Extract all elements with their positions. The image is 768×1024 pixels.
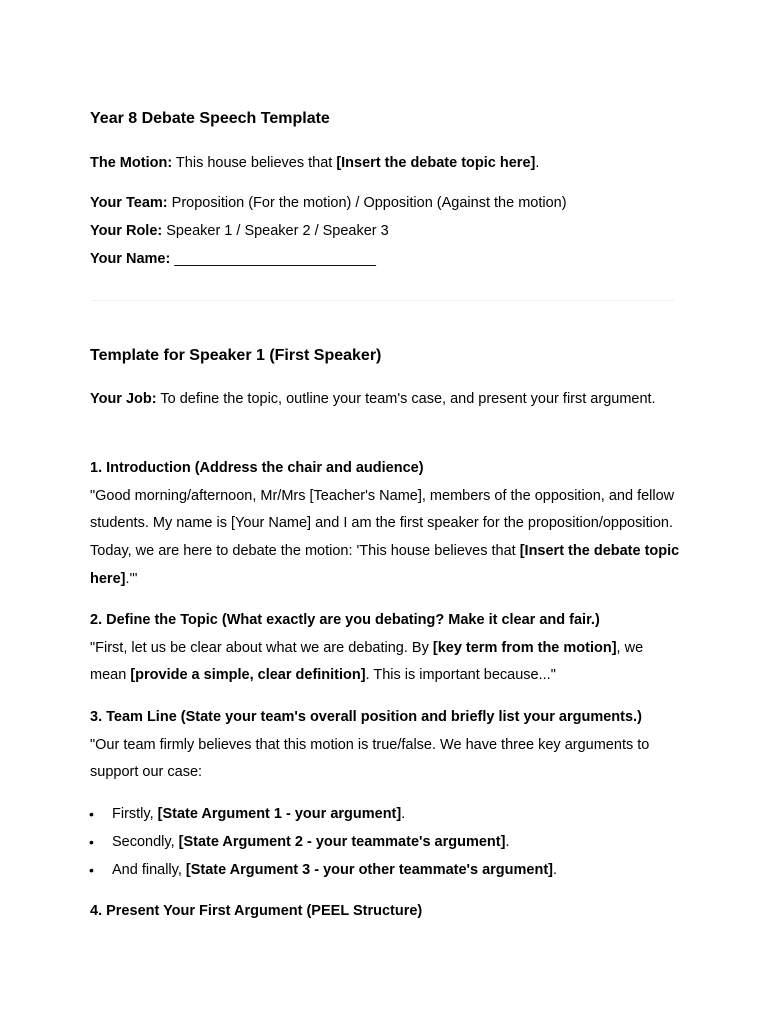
intro-text: "Good morning/afternoon, Mr/Mrs [Teacher's Name], members of the opposition, and fellow students. My name is [Your Name] and I am the first speaker for the proposition/opposition. Today, we are here to debate the motion: 'This house believes that [90, 487, 675, 560]
role-text: Speaker 1 / Speaker 2 / Speaker 3 [162, 223, 389, 239]
motion-placeholder: [Insert the debate topic here] [336, 155, 536, 171]
role-line [90, 217, 389, 245]
intro-heading: 1. Introduction (Address the chair and audience) [90, 460, 424, 476]
teamline-heading: 3. Team Line (State your team's overall position and briefly list your arguments.) [90, 709, 642, 725]
job-label: Your Job: [90, 391, 157, 407]
document-title: Year 8 Debate Speech Template [90, 110, 330, 127]
teamline-section [90, 704, 680, 787]
intro-paragraph [90, 483, 680, 594]
teamline-paragraph: "Our team firmly believes that this motion is true/false. We have three key arguments to support our case: [90, 736, 650, 781]
intro-section [90, 455, 680, 594]
name-label: Your Name: [90, 251, 171, 267]
role-label: Your Role: [90, 223, 163, 239]
motion-text: This house believes that [172, 155, 337, 171]
bullet-text: Secondly, [112, 834, 179, 850]
define-paragraph [90, 635, 680, 690]
motion-label: The Motion: [90, 155, 173, 171]
team-label: Your Team: [90, 195, 168, 211]
define-text-3: . This is important because..." [365, 667, 556, 684]
bullet-end: . [505, 834, 510, 850]
define-definition: [provide a simple, clear definition] [130, 667, 366, 684]
bullet-text: And finally, [112, 862, 186, 878]
bullet-placeholder: [State Argument 1 - your argument] [157, 806, 402, 822]
bullet-placeholder: [State Argument 2 - your teammate's argument] [178, 834, 506, 850]
define-key-term: [key term from the motion] [432, 639, 617, 656]
team-line [90, 189, 567, 217]
job-paragraph [90, 386, 680, 414]
job-text: To define the topic, outline your team's case, and present your first argument. [156, 391, 656, 407]
intro-placeholder: [Insert the debate topic here] [90, 543, 680, 587]
intro-end: .'" [125, 570, 138, 587]
bullet-end: . [552, 862, 558, 878]
define-text-2: , we mean [90, 639, 644, 684]
bullet-dot: • [89, 834, 94, 850]
list-item [89, 800, 406, 828]
define-section [90, 607, 680, 690]
bullet-dot: • [89, 862, 94, 878]
motion-end: . [535, 155, 540, 171]
list-item [89, 828, 510, 856]
name-line [90, 245, 376, 273]
motion-line [90, 149, 539, 177]
bullet-end: . [401, 806, 406, 822]
define-text-1: "First, let us be clear about what we are debating. By [90, 639, 433, 656]
define-heading: 2. Define the Topic (What exactly are you debating? Make it clear and fair.) [90, 612, 600, 628]
bullet-dot: • [89, 806, 94, 822]
team-text: Proposition (For the motion) / Opposition (Against the motion) [167, 195, 567, 211]
bullet-placeholder: [State Argument 3 - your other teammate's argument] [185, 862, 553, 878]
section-divider [92, 300, 674, 301]
name-blank: _________________________ [170, 251, 376, 267]
argument-heading: 4. Present Your First Argument (PEEL Structure) [90, 903, 423, 919]
list-item [89, 856, 558, 884]
bullet-text: Firstly, [112, 806, 158, 822]
speaker1-heading: Template for Speaker 1 (First Speaker) [90, 347, 382, 364]
